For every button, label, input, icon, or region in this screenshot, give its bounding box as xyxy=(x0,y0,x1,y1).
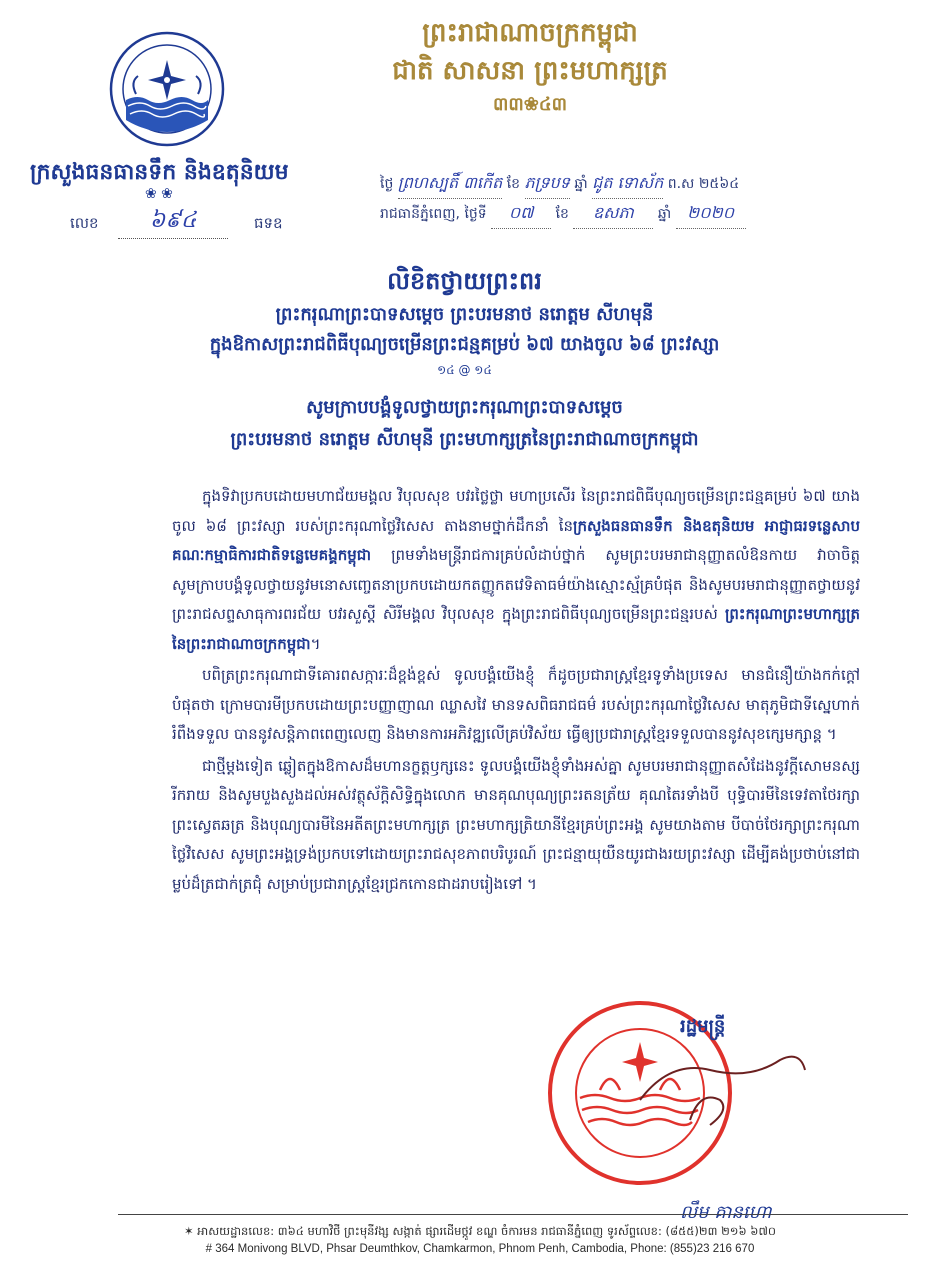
dedication-line-2: ព្រះបរមនាថ នរោត្តម សីហមុនី ព្រះមហាក្សត្រនៃព្រះរាជាណាចក្រកម្ពុជា xyxy=(230,429,699,450)
signatory-name: លឹម គានហោ xyxy=(680,1202,772,1223)
lunar-date xyxy=(380,168,900,198)
kingdom-header xyxy=(300,14,760,120)
king-bold: ព្រះករុណាព្រះមហាក្សត្រនៃព្រះរាជាណាចក្រកម្ពុជា xyxy=(172,605,860,653)
reference-value: ៦៩៤ xyxy=(118,206,228,239)
title-ornament: ១៤ @ ១៤ xyxy=(437,363,492,377)
place-label: រាជធានីភ្នំពេញ, ថ្ងៃទី xyxy=(380,206,487,222)
lunar-year: ជូត ទោស័ក xyxy=(592,168,663,199)
reference-number xyxy=(70,210,330,236)
reference-suffix: ធទឧ xyxy=(254,214,283,232)
lunar-prefix: ថ្ងៃ xyxy=(380,176,394,192)
solar-date xyxy=(380,198,900,228)
buddhist-era: ព.ស ២៥៦៤ xyxy=(667,176,740,192)
footer-address-english: # 364 Monivong BLVD, Phsar Deumthkov, Chamkarmon, Phnom Penh, Cambodia, Phone: (855)23 216 670 xyxy=(205,1243,755,1255)
lunar-month-label: ខែ xyxy=(506,176,521,192)
title-line-2: ក្នុងឱកាសព្រះរាជពិធីបុណ្យចម្រើនព្រះជន្មគម្រប់ ៦៧ យាងចូល ៦៨ ព្រះវស្សា xyxy=(209,334,720,355)
date-month: ឧសភា xyxy=(573,198,653,229)
lunar-year-label: ឆ្នាំ xyxy=(574,176,588,192)
national-motto: ជាតិ សាសនា ព្រះមហាក្សត្រ xyxy=(392,56,668,86)
paragraph-2: បពិត្រព្រះករុណាជាទីគោរពសក្ការៈដ៏ខ្ពង់ខ្ពស់ ទូលបង្គំយើងខ្ញុំ ក៏ដូចប្រជារាស្ត្រខ្មែរទូទាំងប្រទេស មានជំនឿយ៉ាងកក់ក្តៅបំផុតថា ក្រោមបារមីប្រកបដោយព្រះបញ្ញាញាណ ឈ្លាសវៃ មានទសពិធរាជធម៌ របស់ព្រះករុណាថ្លៃវិសេស មាតុភូមិជាទីស្នេហាក់រំពឹងទទួល បាននូវសន្តិភាពពេញលេញ និងមានការអភិវឌ្ឍលើគ្រប់វិស័យ ធ្វើឲ្យប្រជារាស្ត្រខ្មែរទទួលបាននូវសុខក្សេមក្សាន្ត ។ xyxy=(172,666,860,743)
lunar-day: ព្រហស្បតិ៍ ៣កើត xyxy=(398,168,502,199)
ministry-bold: ក្រសួងធនធានទឹក និងឧតុនិយម អាជ្ញាធរទន្លេសាប គណៈកម្មាធិការជាតិទន្លេមេគង្គកម្ពុជា xyxy=(172,516,860,564)
date-year: ២០២០ xyxy=(676,198,746,229)
paragraph-1: ក្នុងទិវាប្រកបដោយមហាជ័យមង្គល វិបុលសុខ បវរថ្លៃថ្លា មហាប្រសើរ នៃព្រះរាជពិធីបុណ្យចម្រើនព្រះជន្មគម្រប់ ៦៧ យាងចូល ៦៨ ព្រះវស្សា របស់ព្រះករុណាថ្លៃវិសេស តាងនាមថ្នាក់ដឹកនាំ នៃក្រសួងធនធានទឹក និងឧតុនិយម អាជ្ញាធរទន្លេសាប គណៈកម្មាធិការជាតិទន្លេមេគង្គកម្ពុជា ព្រមទាំងមន្ត្រីរាជការគ្រប់លំដាប់ថ្នាក់ សូមព្រះបរមរាជានុញ្ញាតលំឱនកាយ វាចាចិត្ត សូមក្រាបបង្គំទូលថ្វាយនូវមនោសញ្ចេតនាប្រកបដោយកតញ្ញូកតវេទិតាធម៌យ៉ាងស្មោះស្ម័គ្របំផុត និងសូមបរមរាជានុញ្ញាតថ្វាយនូវព្រះរាជសព្ទសាធុការពរជ័យ បវរសួស្តី សិរីមង្គល វិបុលសុខ ក្នុងព្រះរាជពិធីបុណ្យចម្រើនព្រះជន្មរបស់ ព្រះករុណាព្រះមហាក្សត្រនៃព្រះរាជាណាចក្រកម្ពុជា។ xyxy=(172,487,860,653)
ministry-name: ក្រសួងធនធានទឹក និងឧតុនិយម xyxy=(30,159,289,185)
lunar-month: ភទ្របទ xyxy=(525,168,570,199)
month-label: ខែ xyxy=(555,206,569,222)
footer-address-khmer: ✶ អាសយដ្ឋានលេខ: ៣៦៤ មហាវិថី ព្រះមុនីវង្ស សង្កាត់ ផ្សារដើមថ្កូវ ខណ្ឌ ចំការមន រាជធានីភ្នំពេញ ទូរស័ព្ទលេខ: (៨៥៥)២៣ ២១៦ ៦៧០ xyxy=(183,1224,777,1238)
letter-body xyxy=(172,482,860,901)
date-block xyxy=(380,168,900,228)
dedication-line-1: សូមក្រាបបង្គំទូលថ្វាយព្រះករុណាព្រះបាទសម្តេច xyxy=(306,397,623,418)
header-ornament: ៣៣❀៤៣ xyxy=(493,94,567,115)
reference-label: លេខ xyxy=(70,214,99,232)
letter-footer xyxy=(100,1222,860,1258)
footer-divider xyxy=(118,1214,908,1215)
ministry-ornament: ❀ ❀ xyxy=(145,186,173,202)
date-day: ០៧ xyxy=(491,198,551,229)
letter-title-block xyxy=(60,262,869,456)
kingdom-name: ព្រះរាជាណាចក្រកម្ពុជា xyxy=(422,18,638,48)
handwritten-signature xyxy=(630,1040,810,1130)
year-label: ឆ្នាំ xyxy=(657,206,672,222)
ministry-seal-logo xyxy=(108,30,226,148)
paragraph-3: ជាថ្មីម្តងទៀត ឆ្លៀតក្នុងឱកាសដ៏មហានក្ខត្តឫក្សនេះ ទូលបង្គំយើងខ្ញុំទាំងអស់គ្នា សូមបរមរាជានុញ្ញាតសំដែងនូវក្តីសោមនស្សរីករាយ និងសូមបួងសួងដល់អស់វត្ថុស័ក្តិសិទ្ធិក្នុងលោក មានគុណបុណ្យព្រះរតនត្រ័យ គុណតៃរទាំងបី បុទ្ធិបារមីនៃទេវតាថែរក្សា ព្រះស្វេតឆត្រ និងបុណ្យបារមីនៃអតីតព្រះមហាក្សត្រ ព្រះមហាក្សត្រិយានីខ្មែរគ្រប់ព្រះអង្គ សូមយាងតាម បីបាច់ថែរក្សាព្រះករុណាថ្លៃវិសេស សូមព្រះអង្គទ្រង់ប្រកបទៅដោយព្រះរាជសុខភាពបរិបូរណ៍ ព្រះជន្មាយុយឺនយូរជាងរយព្រះវស្សា ដើម្បីគង់ប្រថាប់នៅជាម្លប់ដ៏ត្រជាក់ត្រជុំ សម្រាប់ប្រជារាស្ត្រខ្មែរជ្រកកោនជាដរាបរៀងទៅ ។ xyxy=(172,756,860,893)
title-line-1: ព្រះករុណាព្រះបាទសម្តេច ព្រះបរមនាថ នរោត្តម សីហមុនី xyxy=(275,304,654,325)
letter-title: លិខិតថ្វាយព្រះពរ xyxy=(387,266,542,295)
signatory-title: រដ្ឋមន្ត្រី xyxy=(680,1016,726,1037)
